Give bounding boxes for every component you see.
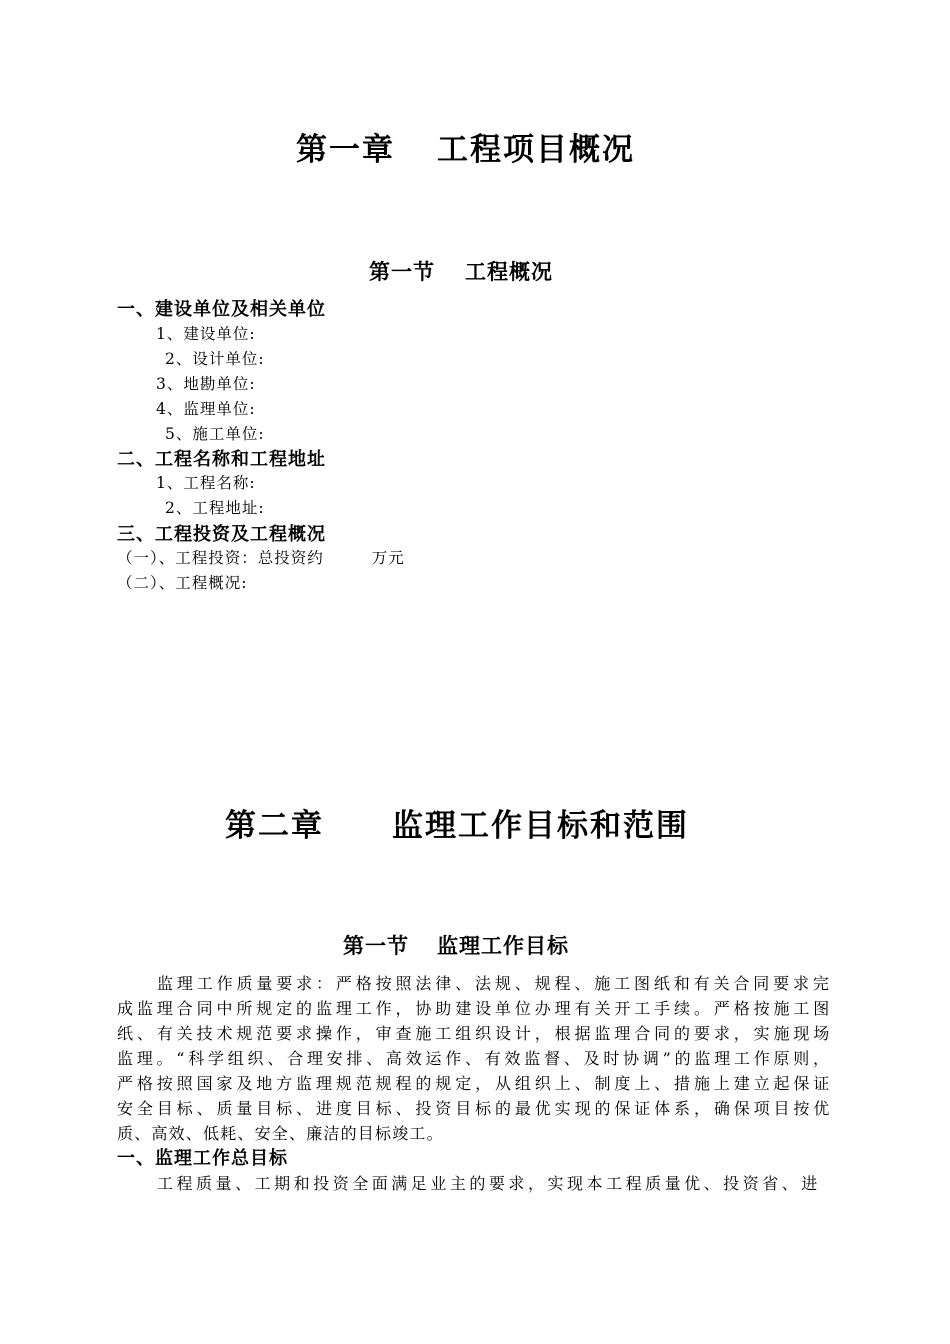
- investment-unit: 万元: [371, 549, 405, 567]
- ch2-section1-number: 第一节: [343, 934, 409, 958]
- heading-project-name-address: 二、工程名称和工程地址: [117, 449, 326, 470]
- overview-label: （二）、工程概况:: [117, 574, 248, 592]
- investment-label: （一）、工程投资：总投资约: [117, 549, 324, 567]
- item-survey-unit: 3、地勘单位:: [156, 375, 256, 393]
- chapter2-number: 第二章: [225, 808, 324, 844]
- item-project-name: 1、工程名称:: [156, 474, 256, 492]
- paragraph-line: 质、高效、低耗、安全、廉洁的目标竣工。: [117, 1124, 444, 1143]
- investment-line: [117, 546, 405, 568]
- item-project-address: 2、工程地址:: [165, 499, 265, 517]
- heading-investment-overview: 三、工程投资及工程概况: [117, 524, 326, 545]
- ch2-section1-title: [343, 930, 569, 960]
- ch1-section1-number: 第一节: [369, 260, 435, 284]
- chapter1-name: 工程项目概况: [437, 132, 635, 168]
- paragraph-line: 严格按照国家及地方监理规范规程的规定，从组织上、制度上、措施上建立起保证: [117, 1074, 834, 1093]
- paragraph-line: 监理工作质量要求：严格按照法律、法规、规程、施工图纸和有关合同要求完: [157, 974, 833, 993]
- chapter2-title: [225, 800, 689, 845]
- heading-construction-units: 一、建设单位及相关单位: [117, 299, 326, 320]
- ch1-section1-name: 工程概况: [465, 260, 553, 284]
- chapter2-name: 监理工作目标和范围: [392, 808, 689, 844]
- paragraph-line: 安全目标、质量目标、进度目标、投资目标的最优实现的保证体系，确保项目按优: [117, 1099, 834, 1118]
- ch2-section1-name: 监理工作目标: [437, 934, 569, 958]
- item-supervision-unit: 4、监理单位:: [156, 400, 256, 418]
- paragraph-line: 监理。“科学组织、合理安排、高效运作、有效监督、及时协调”的监理工作原则，: [117, 1049, 833, 1068]
- ch1-section1-title: [369, 256, 553, 286]
- item-design-unit: 2、设计单位:: [165, 350, 265, 368]
- overall-goal-line: 工程质量、工期和投资全面满足业主的要求，实现本工程质量优、投资省、进: [157, 1174, 821, 1193]
- heading-overall-goal: 一、监理工作总目标: [117, 1148, 288, 1169]
- chapter1-title: [296, 124, 635, 169]
- item-contractor-unit: 5、施工单位:: [165, 425, 265, 443]
- paragraph-line: 纸、有关技术规范要求操作，审查施工组织设计，根据监理合同的要求，实施现场: [117, 1024, 834, 1043]
- chapter1-number: 第一章: [296, 132, 395, 168]
- paragraph-line: 成监理合同中所规定的监理工作，协助建设单位办理有关开工手续。严格按施工图: [117, 999, 834, 1018]
- item-construction-unit: 1、建设单位:: [156, 325, 256, 343]
